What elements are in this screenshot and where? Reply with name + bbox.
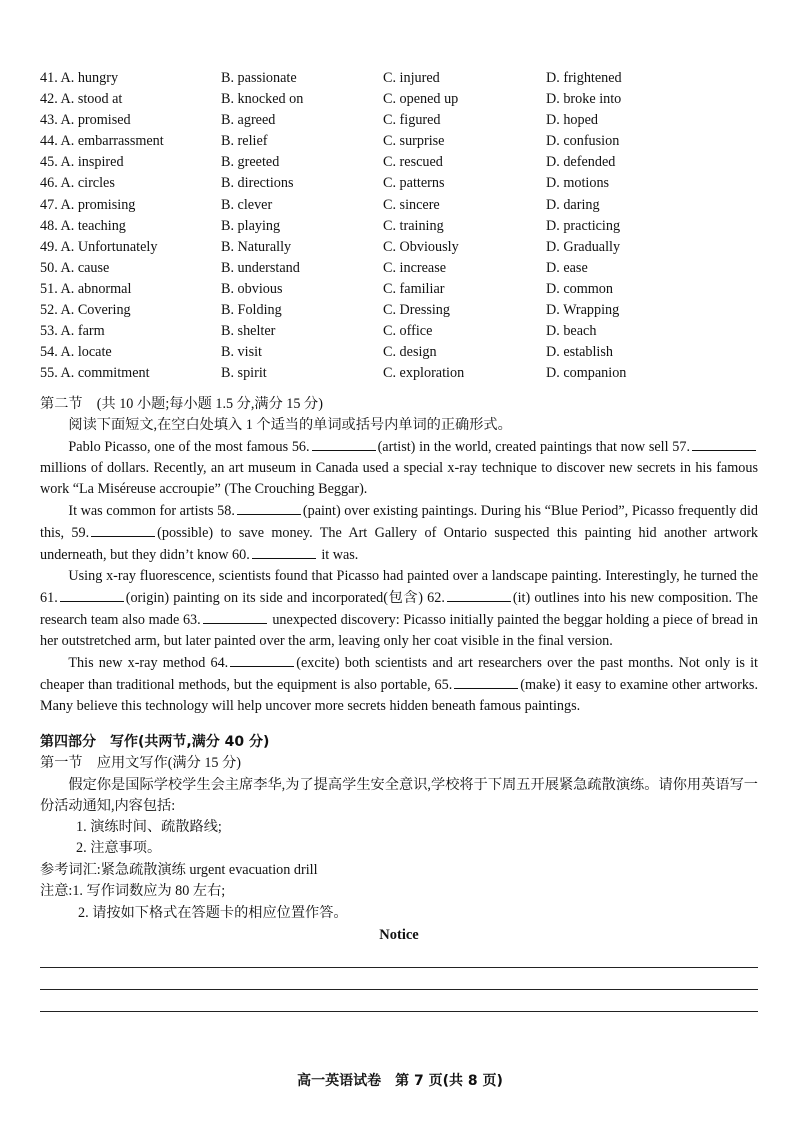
- writing-item-1: 1. 演练时间、疏散路线;: [76, 818, 222, 835]
- option-row: [40, 195, 758, 216]
- option-a-text: A. circles: [60, 175, 115, 192]
- question-number: 51.: [40, 280, 58, 297]
- option-a-text: A. stood at: [60, 91, 123, 108]
- option-row: [40, 68, 758, 89]
- passage-paragraph-4: This new x-ray method 64. (excite) both scientists and art researchers over the past months. Not only is it cheaper than traditional methods, but the equipment is also portable, 65. (make) it easy to examine other artworks. Many believe this technology will help uncover more secrets hidden beneath famous paintings.: [40, 652, 758, 717]
- question-number: 44.: [40, 133, 58, 150]
- page-footer: 高一英语试卷 第 7 页(共 8 页): [297, 1073, 503, 1089]
- option-a-text: A. Unfortunately: [60, 238, 158, 255]
- option-a-text: A. commitment: [60, 365, 150, 382]
- blank-62[interactable]: [447, 587, 511, 602]
- blank-64[interactable]: [230, 652, 294, 667]
- option-a-text: A. promised: [60, 112, 131, 129]
- option-row: [40, 258, 758, 279]
- option-c: C. Obviously: [383, 238, 459, 255]
- option-a: [40, 237, 221, 258]
- blank-57[interactable]: [692, 436, 756, 451]
- option-row: [40, 237, 758, 258]
- question-number: 42.: [40, 91, 58, 108]
- option-c: C. design: [383, 344, 437, 361]
- option-c: C. training: [383, 217, 444, 234]
- writing-note-2: 2. 请按如下格式在答题卡的相应位置作答。: [78, 904, 348, 921]
- option-d: D. defended: [546, 154, 616, 171]
- option-a: [40, 131, 221, 152]
- option-b: B. relief: [221, 133, 268, 150]
- blank-60[interactable]: [252, 544, 316, 559]
- option-c: C. office: [383, 323, 433, 340]
- option-a-text: A. hungry: [60, 70, 119, 86]
- blank-61[interactable]: [60, 587, 124, 602]
- question-number: 49.: [40, 238, 58, 255]
- option-d: D. practicing: [546, 217, 621, 234]
- option-c: C. opened up: [383, 91, 459, 108]
- option-d: D. broke into: [546, 91, 622, 108]
- question-number: 54.: [40, 344, 58, 361]
- option-row: [40, 89, 758, 110]
- option-a: [40, 89, 221, 110]
- part4-heading: 第四部分 写作(共两节,满分 40 分): [40, 734, 270, 751]
- option-b: B. playing: [221, 217, 281, 234]
- option-b: B. obvious: [221, 280, 283, 297]
- option-d: D. daring: [546, 196, 600, 213]
- option-c: C. Dressing: [383, 302, 450, 319]
- option-row: [40, 131, 758, 152]
- blank-65[interactable]: [454, 674, 518, 689]
- blank-58[interactable]: [237, 500, 301, 515]
- option-a: [40, 68, 221, 89]
- option-b: B. shelter: [221, 323, 276, 340]
- option-row: [40, 173, 758, 194]
- option-c: C. increase: [383, 259, 447, 276]
- question-number: 47.: [40, 196, 58, 213]
- option-a: [40, 195, 221, 216]
- option-a: [40, 173, 221, 194]
- blank-59[interactable]: [91, 522, 155, 537]
- section2-instruction: 阅读下面短文,在空白处填入 1 个适当的单词或括号内单词的正确形式。: [68, 417, 512, 434]
- option-b: B. spirit: [221, 365, 267, 382]
- option-row: [40, 279, 758, 300]
- option-d: D. establish: [546, 344, 613, 361]
- writing-note-1: 注意:1. 写作词数应为 80 左右;: [40, 883, 226, 900]
- answer-line[interactable]: [40, 968, 758, 990]
- question-number: 55.: [40, 365, 58, 382]
- option-row: [40, 342, 758, 363]
- passage-paragraph-3: Using x-ray fluorescence, scientists found that Picasso had painted over a landscape painting. Interestingly, he turned the 61. (origin) painting on its side and incorporated(包含) 62. (it) outlines into his new composition. The research team also made 63. unexpected discovery: Picasso initially painted the beggar holding a piece of bread in her outstretched arm, but later painted over the arm, leaving only her coat visible in the final version.: [40, 568, 758, 650]
- option-b: B. directions: [221, 175, 294, 192]
- question-number: 43.: [40, 112, 58, 129]
- answer-line[interactable]: [40, 946, 758, 968]
- part4-section1-heading: 第一节 应用文写作(满分 15 分): [40, 755, 241, 772]
- writing-item-2: 2. 注意事项。: [76, 840, 162, 857]
- question-number: 45.: [40, 154, 58, 171]
- option-a-text: A. inspired: [60, 154, 124, 171]
- question-number: 41.: [40, 70, 58, 86]
- exam-page: [40, 68, 758, 1012]
- option-a-text: A. locate: [60, 344, 112, 361]
- option-b: B. Naturally: [221, 238, 292, 255]
- option-a-text: A. teaching: [60, 217, 126, 234]
- option-a: [40, 152, 221, 173]
- option-row: [40, 363, 758, 384]
- section2-heading: 第二节 (共 10 小题;每小题 1.5 分,满分 15 分): [40, 396, 323, 413]
- option-a: [40, 279, 221, 300]
- option-a-text: A. promising: [60, 196, 136, 213]
- notice-title: Notice: [379, 927, 419, 944]
- option-a: [40, 258, 221, 279]
- option-d: D. companion: [546, 365, 627, 382]
- option-c: C. rescued: [383, 154, 443, 171]
- option-d: D. Wrapping: [546, 302, 620, 319]
- option-row: [40, 216, 758, 237]
- option-c: C. surprise: [383, 133, 445, 150]
- blank-56[interactable]: [312, 436, 376, 451]
- option-d: D. Gradually: [546, 238, 621, 255]
- vocab-hint: 参考词汇:紧急疏散演练 urgent evacuation drill: [40, 861, 318, 878]
- option-c: C. familiar: [383, 280, 445, 297]
- question-number: 48.: [40, 217, 58, 234]
- question-number: 46.: [40, 175, 58, 192]
- option-b: B. understand: [221, 259, 300, 276]
- option-a-text: A. embarrassment: [60, 133, 164, 150]
- option-c: C. sincere: [383, 196, 440, 213]
- option-a: [40, 216, 221, 237]
- option-a-text: A. Covering: [60, 302, 131, 319]
- option-d: D. confusion: [546, 133, 620, 150]
- option-b: B. greeted: [221, 154, 280, 171]
- option-b: B. Folding: [221, 302, 282, 319]
- option-c: C. figured: [383, 112, 441, 129]
- option-b: B. knocked on: [221, 91, 304, 108]
- option-a-text: A. abnormal: [60, 280, 132, 297]
- option-b: B. agreed: [221, 112, 276, 129]
- option-a: [40, 110, 221, 131]
- writing-prompt: 假定你是国际学校学生会主席李华,为了提高学生安全意识,学校将于下周五开展紧急疏散演练。请你用英语写一份活动通知,内容包括:: [40, 776, 758, 814]
- option-row: [40, 110, 758, 131]
- question-number: 50.: [40, 259, 58, 276]
- option-b: B. passionate: [221, 70, 297, 86]
- option-row: [40, 321, 758, 342]
- option-a: [40, 300, 221, 321]
- blank-63[interactable]: [203, 609, 267, 624]
- option-row: [40, 152, 758, 173]
- option-d: D. beach: [546, 323, 597, 340]
- option-c: C. patterns: [383, 175, 445, 192]
- option-a: [40, 363, 221, 384]
- option-c: C. exploration: [383, 365, 465, 382]
- option-a: [40, 321, 221, 342]
- options-table: [40, 68, 758, 384]
- answer-line[interactable]: [40, 990, 758, 1012]
- question-number: 52.: [40, 302, 58, 319]
- option-c: C. injured: [383, 70, 440, 86]
- option-a: [40, 342, 221, 363]
- passage-paragraph-2: It was common for artists 58. (paint) over existing paintings. During his “Blue Period”, Picasso frequently did this, 59. (possible) to save money. The Art Gallery of Ontario suspected this painting hid another artwork underneath, but they didn’t know 60. it was.: [40, 500, 758, 566]
- question-number: 53.: [40, 323, 58, 340]
- option-b: B. clever: [221, 196, 273, 213]
- option-d: D. common: [546, 280, 613, 297]
- option-d: D. ease: [546, 259, 588, 276]
- passage-paragraph-1: Pablo Picasso, one of the most famous 56. (artist) in the world, created paintings that now sell 57. millions of dollars. Recently, an art museum in Canada used a special x-ray technique to discover new secrets in his famous work “La Miséreuse accroupie” (The Crouching Beggar).: [40, 436, 758, 500]
- option-d: D. hoped: [546, 112, 599, 129]
- option-a-text: A. farm: [60, 323, 105, 340]
- option-d: D. motions: [546, 175, 610, 192]
- option-a-text: A. cause: [60, 259, 110, 276]
- option-d: D. frightened: [546, 70, 622, 86]
- option-row: [40, 300, 758, 321]
- option-b: B. visit: [221, 344, 262, 361]
